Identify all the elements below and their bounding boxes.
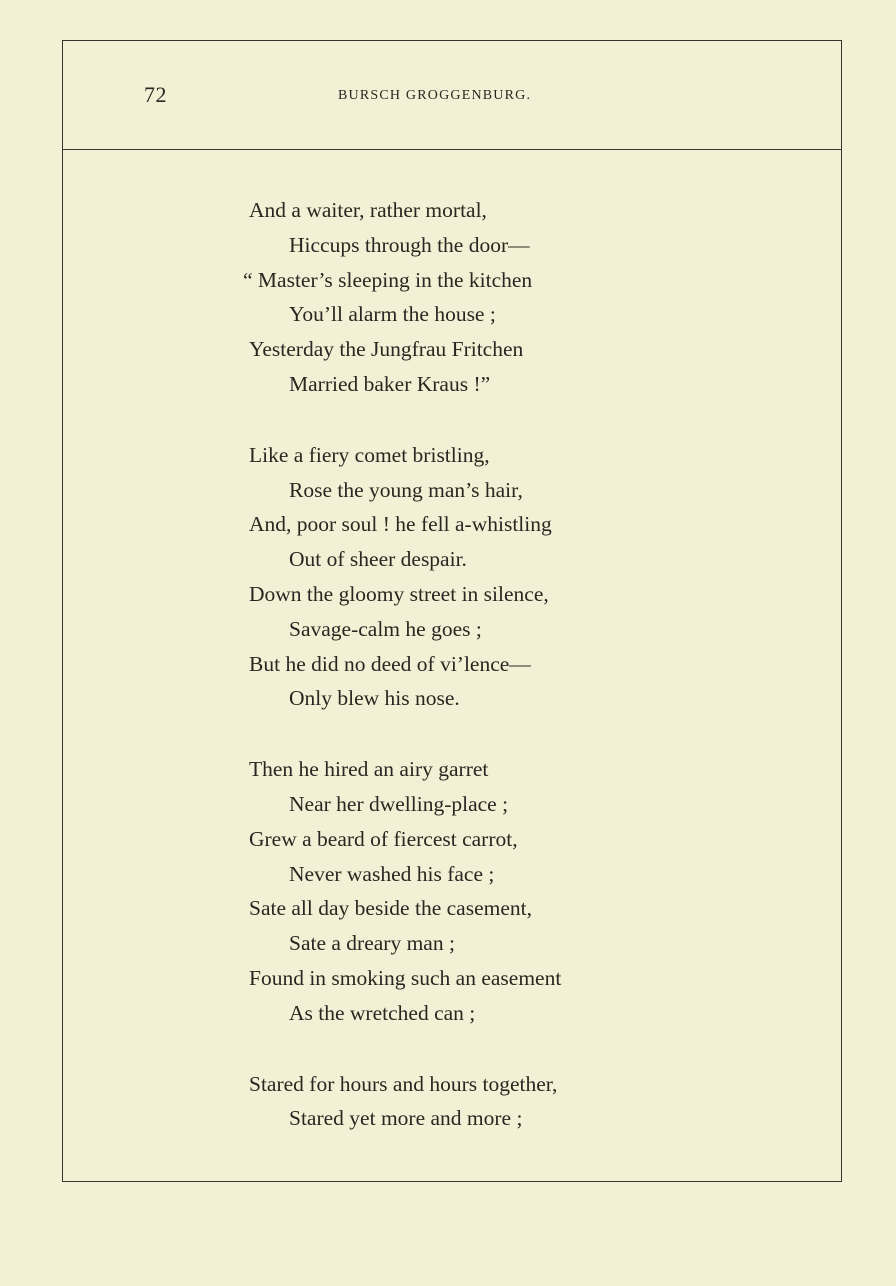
poem-line: Yesterday the Jungfrau Fritchen [249, 337, 524, 362]
poem-line: Hiccups through the door— [289, 232, 530, 257]
page-number: 72 [144, 82, 167, 107]
poem-line: Grew a beard of fiercest carrot, [249, 826, 518, 851]
poem-line: Sate all day beside the casement, [249, 896, 532, 921]
poem-body [243, 193, 789, 1172]
poem-line: Out of sheer despair. [289, 547, 467, 572]
poem-line: But he did no deed of vi’lence— [249, 651, 531, 676]
poem-line: And a waiter, rather mortal, [249, 198, 487, 222]
poem-line: Rose the young man’s hair, [289, 477, 523, 502]
poem-line: As the wretched can ; [289, 1000, 476, 1025]
poem-line: Found in smoking such an easement [249, 965, 562, 990]
poem-line: Stared yet more and more ; [289, 1106, 523, 1131]
poem-line: Stared for hours and hours together, [249, 1071, 558, 1096]
poem-line: Never washed his face ; [289, 861, 495, 886]
poem-line: Down the gloomy street in silence, [249, 581, 549, 606]
poem-line: Then he hired an airy garret [249, 757, 489, 782]
header-rule [62, 149, 842, 150]
poem-line: Savage-calm he goes ; [289, 616, 482, 641]
stanza [243, 193, 789, 402]
poem-line: And, poor soul ! he fell a-whistling [249, 512, 552, 537]
poem-line: Near her dwelling-place ; [289, 791, 509, 816]
poem-line: Like a fiery comet bristling, [249, 442, 490, 467]
poem-line: Only blew his nose. [289, 686, 460, 711]
poem-line: “ Master’s sleeping in the kitchen [243, 267, 533, 292]
stanza [249, 1067, 789, 1137]
poem-line: Married baker Kraus !” [289, 371, 491, 396]
stanza [249, 752, 789, 1030]
stanza [249, 438, 789, 716]
poem-line: Sate a dreary man ; [289, 931, 455, 956]
poem-line: You’ll alarm the house ; [289, 302, 496, 327]
running-title: BURSCH GROGGENBURG. [338, 88, 532, 103]
